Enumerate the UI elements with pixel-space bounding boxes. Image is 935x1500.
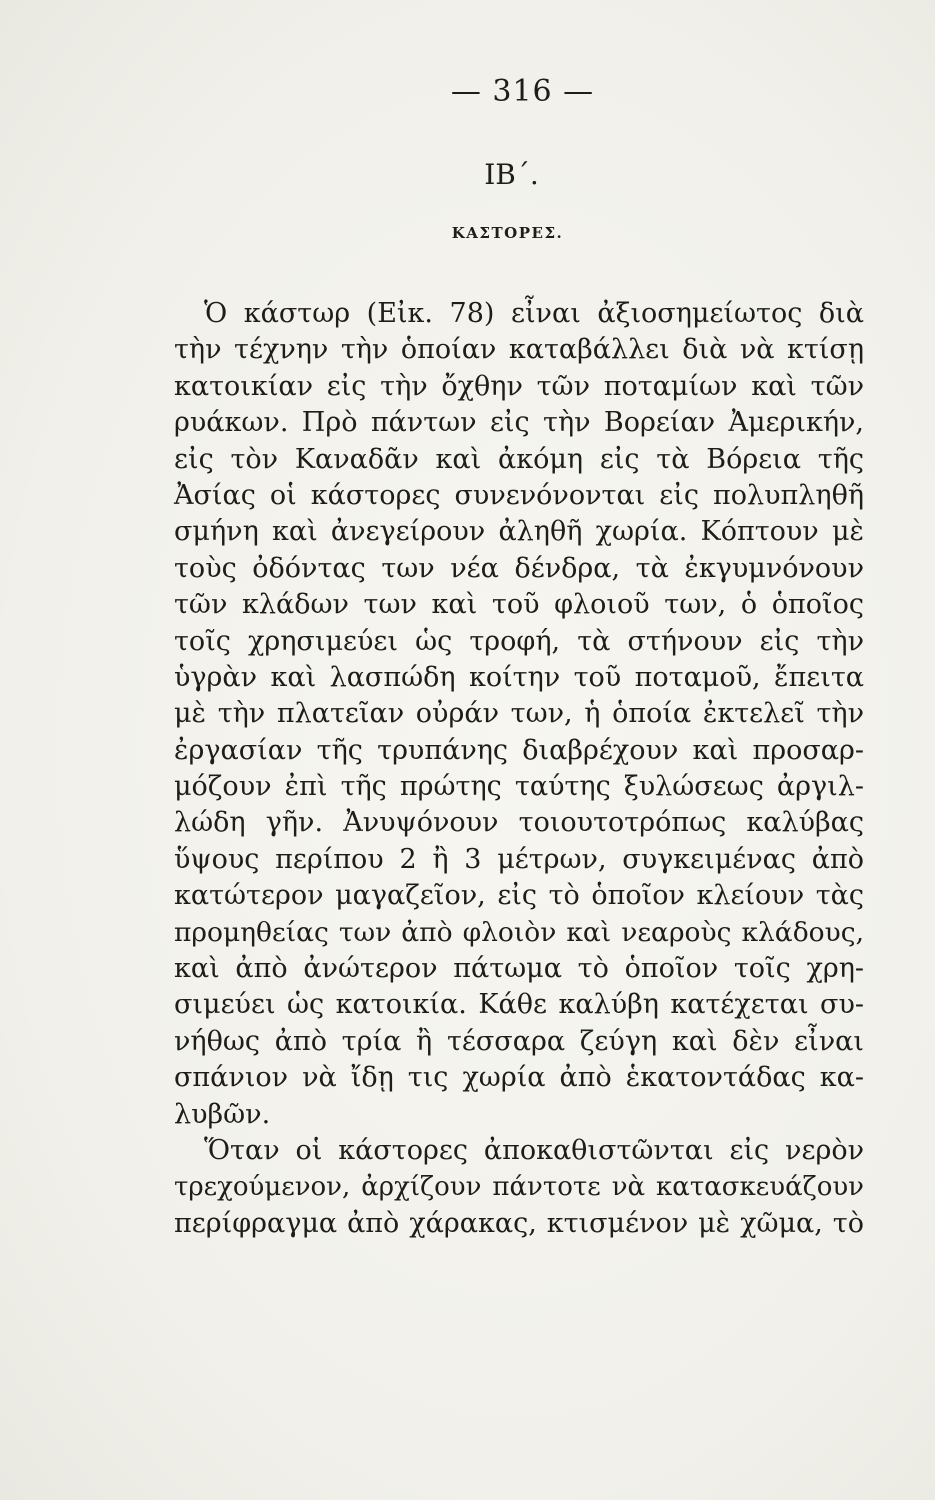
text-line: εἰς τὸν Καναδᾶν καὶ ἀκόμη εἰς τὰ Βόρεια τῆς [174,443,864,475]
text-line: ἐργασίαν τῆς τρυπάνης διαβρέχουν καὶ προσαρ- [174,734,864,766]
text-line: καὶ ἀπὸ ἀνώτερον πάτωμα τὸ ὁποῖον τοῖς χρη- [174,953,864,985]
text-line: τοὺς ὀδόντας των νέα δένδρα, τὰ ἐκγυμνόνουν [174,552,864,584]
text-line: τῶν κλάδων των καὶ τοῦ φλοιοῦ των, ὁ ὁποῖος [174,589,864,621]
text-line: σμήνη καὶ ἀνεγείρουν ἀληθῆ χωρία. Κόπτουν μὲ [174,516,864,548]
body-text [174,296,864,1242]
text-line: ρυάκων. Πρὸ πάντων εἰς τὴν Βορείαν Ἀμερικήν, [174,407,864,439]
text-line: τὴν τέχνην τὴν ὁποίαν καταβάλλει διὰ νὰ κτίσῃ [174,334,864,366]
text-line: λυβῶν. [174,1098,271,1130]
text-line: ὕψους περίπου 2 ἢ 3 μέτρων, συγκειμένας ἀπὸ [174,843,864,875]
text-line: κατώτερον μαγαζεῖον, εἰς τὸ ὁποῖον κλείουν τὰς [174,880,864,912]
text-line: Ἀσίας οἱ κάστορες συνενόνονται εἰς πολυπληθῆ [174,479,864,511]
text-line: προμηθείας των ἀπὸ φλοιὸν καὶ νεαροὺς κλάδους, [174,916,864,948]
text-line: κατοικίαν εἰς τὴν ὄχθην τῶν ποταμίων καὶ τῶν [174,370,864,402]
text-line: μὲ τὴν πλατεῖαν οὐράν των, ἡ ὁποία ἐκτελεῖ τὴν [174,698,864,730]
text-line: σπάνιον νὰ ἴδῃ τις χωρία ἀπὸ ἑκατοντάδας κα- [174,1062,864,1094]
text-line: σιμεύει ὡς κατοικία. Κάθε καλύβη κατέχεται συ- [174,989,864,1021]
chapter-title: ΚΑΣΤΟΡΕΣ. [451,224,564,242]
text-line: Ὁ κάστωρ (Εἰκ. 78) εἶναι ἀξιοσημείωτος διὰ [204,298,864,329]
chapter-number: ΙΒ΄. [484,158,539,191]
text-line: νήθως ἀπὸ τρία ἢ τέσσαρα ζεύγη καὶ δὲν εἶναι [174,1025,864,1057]
text-line: μόζουν ἐπὶ τῆς πρώτης ταύτης ξυλώσεως ἀργιλ- [174,771,864,803]
text-line: λώδη γῆν. Ἀνυψόνουν τοιουτοτρόπως καλύβας [174,807,864,839]
text-line: ὑγρὰν καὶ λασπώδη κοίτην τοῦ ποταμοῦ, ἔπειτα [174,661,864,693]
text-line: τοῖς χρησιμεύει ὡς τροφή, τὰ στήνουν εἰς τὴν [174,625,864,657]
text-line: περίφραγμα ἀπὸ χάρακας, κτισμένον μὲ χῶμα, τὸ [174,1207,864,1239]
text-line: τρεχούμενον, ἀρχίζουν πάντοτε νὰ κατασκευάζουν [174,1172,864,1203]
page-number: — 316 — [450,74,595,109]
text-line: Ὅταν οἱ κάστορες ἀποκαθιστῶνται εἰς νερὸν [204,1134,864,1166]
